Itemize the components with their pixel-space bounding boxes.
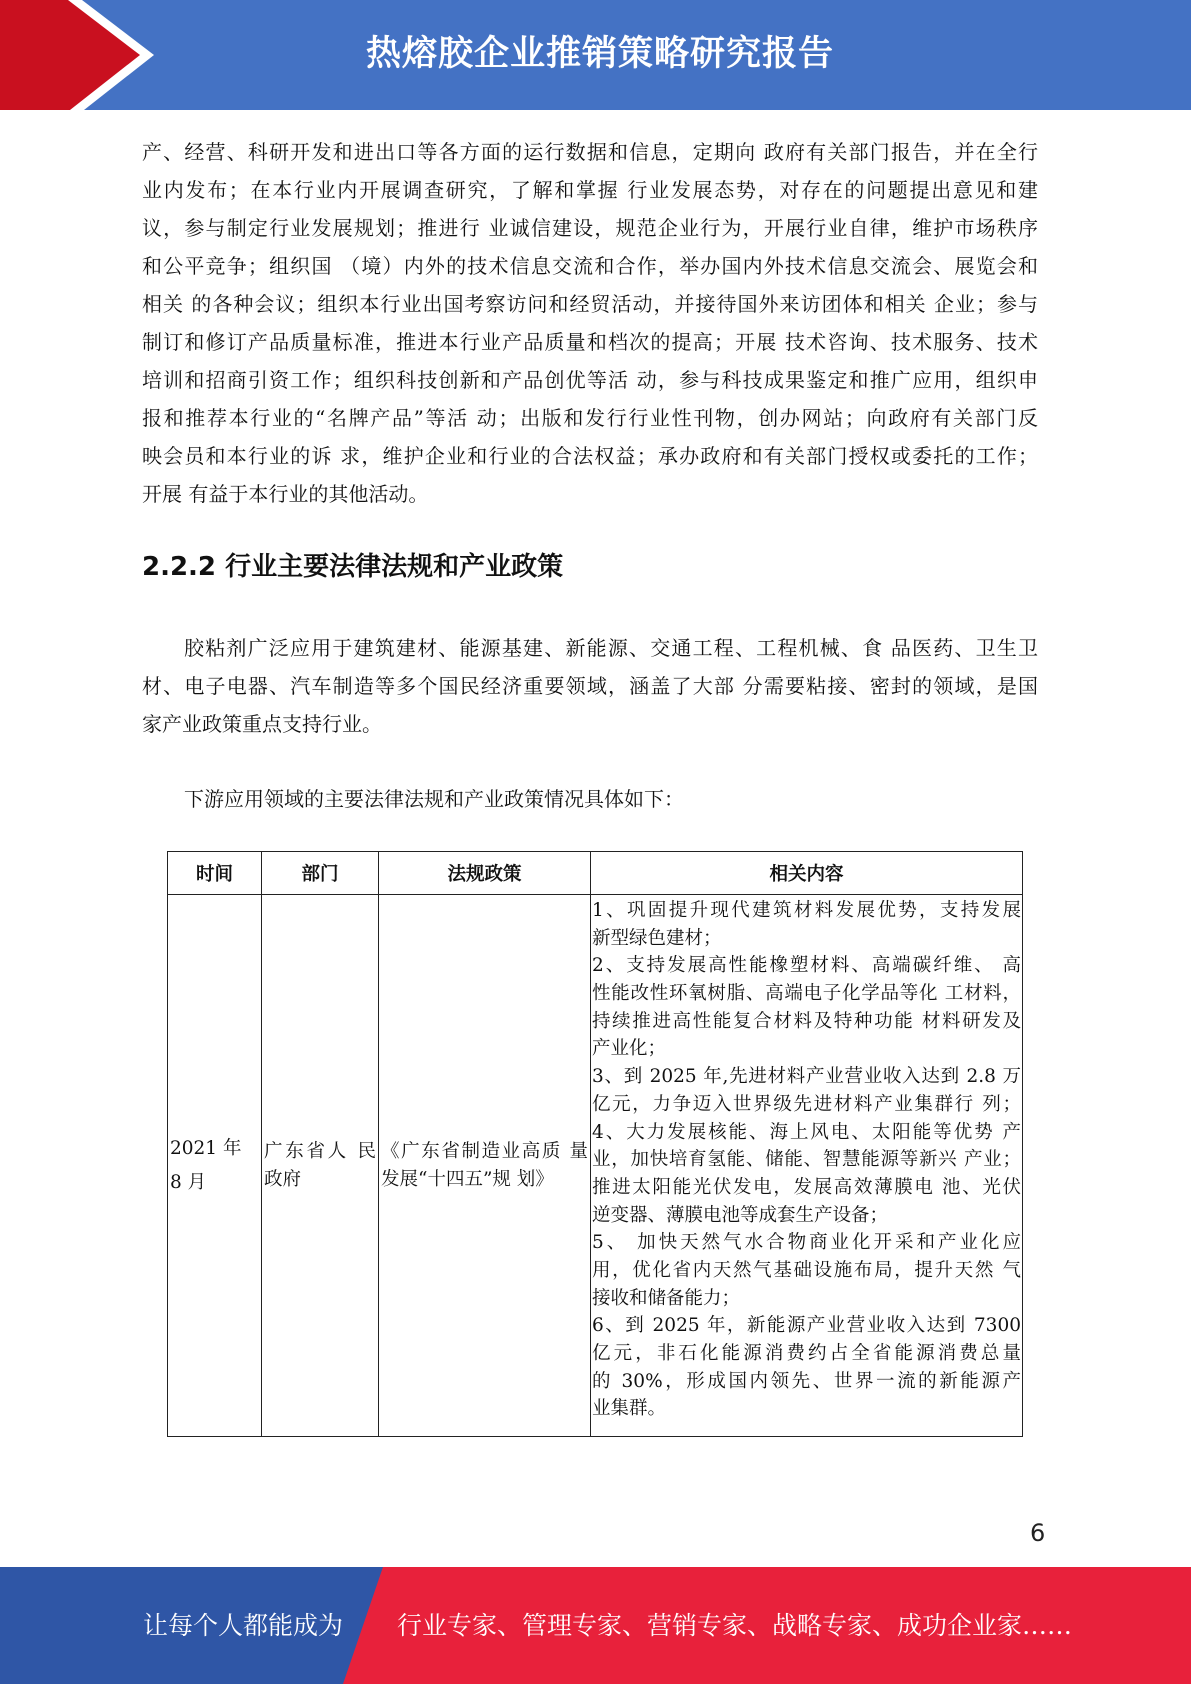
- paragraph-line: 产、经营、科研开发和进出口等各方面的运行数据和信息，定期向 政府有关部门报告，并在全行: [142, 140, 1038, 164]
- cell-department: [262, 895, 379, 1437]
- paragraph-line: 报和推荐本行业的“名牌产品”等活 动；出版和发行行业性刊物，创办网站；向政府有关部门反: [142, 406, 1038, 430]
- paragraph-line: 映会员和本行业的诉 求，维护企业和行业的合法权益；承办政府和有关部门授权或委托的工作；: [142, 444, 1038, 468]
- page-number: 6: [1030, 1519, 1046, 1547]
- content-line: 6、到 2025 年，新能源产业营业收入达到 7300: [592, 1315, 1021, 1337]
- cell-content: [591, 895, 1023, 1437]
- content-line: 亿元，力争迈入世界级先进材料产业集群行 列；: [592, 1093, 1021, 1115]
- content-line: 1、巩固提升现代建筑材料发展优势，支持发展: [592, 900, 1021, 921]
- cell-time: [168, 895, 262, 1437]
- content-line: 亿元，非石化能源消费约占全省能源消费总量: [592, 1343, 1021, 1364]
- cell-department-text: [264, 1138, 376, 1194]
- header-banner: [0, 0, 1191, 110]
- body-paragraph: [142, 133, 1038, 513]
- table-intro-paragraph: [142, 780, 1038, 818]
- policy-table: [167, 851, 1023, 1437]
- table-header-row: [168, 852, 1023, 895]
- content-line: 推进太阳能光伏发电，发展高效薄膜电 池、光伏: [592, 1176, 1021, 1198]
- report-title: 热熔胶企业推销策略研究报告: [366, 34, 835, 74]
- paragraph-line: 胶粘剂广泛应用于建筑建材、能源基建、新能源、交通工程、工程机械、食 品医药、卫生卫: [184, 636, 1038, 660]
- content-line: 业集群。: [592, 1398, 667, 1420]
- content-line: 产业化；: [592, 1038, 667, 1060]
- cell-line: 8 月: [170, 1171, 207, 1193]
- footer-banner: [0, 1567, 1191, 1684]
- paragraph-line: 下游应用领域的主要法律法规和产业政策情况具体如下：: [184, 787, 684, 811]
- content-line: 用，优化省内天然气基础设施布局，提升天然 气: [592, 1259, 1021, 1281]
- body-paragraph: [142, 629, 1038, 743]
- cell-line: 广东省人 民: [264, 1140, 376, 1162]
- content-line: 新型绿色建材；: [592, 927, 722, 949]
- cell-policy: [379, 895, 591, 1437]
- content-line: 5、 加快天然气水合物商业化开采和产业化应: [592, 1232, 1021, 1254]
- table-row: [168, 895, 1023, 1437]
- table-header-content: 相关内容: [591, 852, 1023, 895]
- footer-slogan-roles: 行业专家、管理专家、营销专家、战略专家、成功企业家……: [397, 1611, 1073, 1640]
- paragraph-line: 相关 的各种会议；组织本行业出国考察访问和经贸活动，并接待国外来访团体和相关 企业；参与: [142, 292, 1038, 316]
- table-header-time: 时间: [168, 852, 262, 895]
- content-line: 性能改性环氧树脂、高端电子化学品等化 工材料，: [592, 983, 1021, 1005]
- section-heading: 2.2.2 行业主要法律法规和产业政策: [142, 552, 564, 582]
- content-line: 逆变器、薄膜电池等成套生产设备；: [592, 1204, 889, 1226]
- content-line: 的 30%，形成国内领先、世界一流的新能源产: [592, 1370, 1021, 1392]
- content-line: 业，加快培育氢能、储能、智慧能源等新兴 产业；: [592, 1149, 1021, 1171]
- paragraph-line: 家产业政策重点支持行业。: [142, 712, 382, 736]
- table-header-department: 部门: [262, 852, 379, 895]
- content-line: 持续推进高性能复合材料及特种功能 材料研发及: [592, 1010, 1021, 1032]
- content-line: 2、支持发展高性能橡塑材料、高端碳纤维、 高: [592, 955, 1021, 977]
- cell-policy-text: [381, 1138, 588, 1194]
- cell-line: 2021 年: [170, 1137, 242, 1159]
- paragraph-line: 开展 有益于本行业的其他活动。: [142, 482, 429, 506]
- cell-content-text: [592, 897, 1021, 1423]
- paragraph-line: 制订和修订产品质量标准，推进本行业产品质量和档次的提高；开展 技术咨询、技术服务、技术: [142, 330, 1038, 354]
- paragraph-line: 材、电子电器、汽车制造等多个国民经济重要领域，涵盖了大部 分需要粘接、密封的领域，是国: [142, 674, 1038, 698]
- table-header-policy: 法规政策: [379, 852, 591, 895]
- content-line: 接收和储备能力；: [592, 1287, 741, 1309]
- cell-time-text: [170, 1132, 259, 1200]
- cell-line: 《广东省制造业高质 量: [381, 1140, 588, 1162]
- content-line: 3、到 2025 年,先进材料产业营业收入达到 2.8 万: [592, 1066, 1021, 1088]
- footer-slogan-lead: 让每个人都能成为: [143, 1611, 344, 1640]
- paragraph-line: 业内发布；在本行业内开展调查研究，了解和掌握 行业发展态势，对存在的问题提出意见和建: [142, 178, 1038, 202]
- cell-line: 发展“十四五”规 划》: [381, 1168, 554, 1190]
- paragraph-line: 议，参与制定行业发展规划；推进行 业诚信建设，规范企业行为，开展行业自律，维护市场秩序: [142, 216, 1038, 240]
- paragraph-line: 培训和招商引资工作；组织科技创新和产品创优等活 动，参与科技成果鉴定和推广应用，组织申: [142, 368, 1038, 392]
- paragraph-line: 和公平竞争；组织国 （境）内外的技术信息交流和合作，举办国内外技术信息交流会、展览会和: [142, 254, 1038, 278]
- cell-line: 政府: [264, 1168, 302, 1190]
- content-line: 4、大力发展核能、海上风电、太阳能等优势 产: [592, 1121, 1021, 1143]
